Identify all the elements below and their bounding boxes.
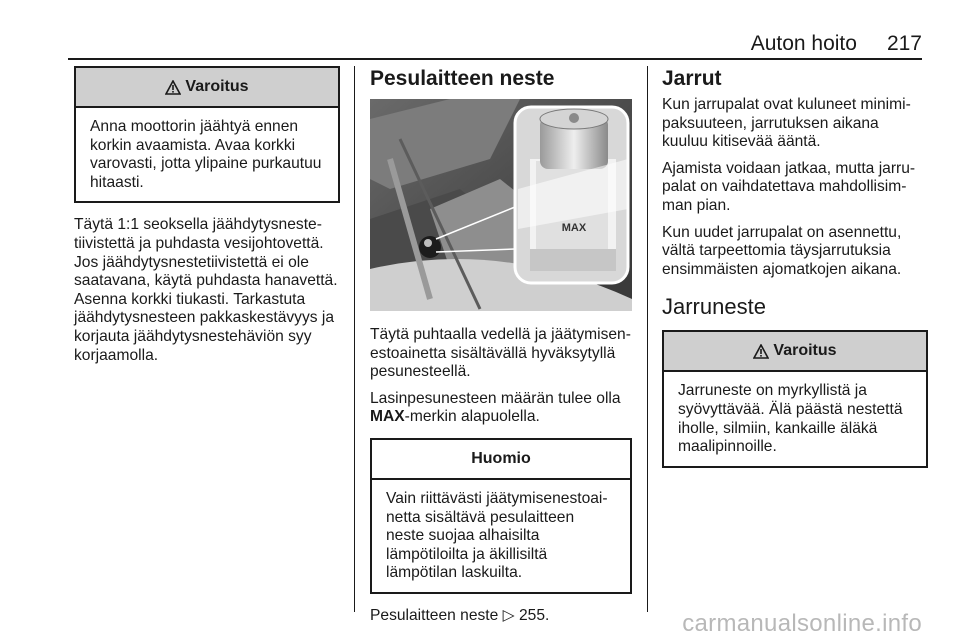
brake-fluid-title: Jarruneste xyxy=(662,294,766,320)
column-2 xyxy=(370,66,632,634)
note-title: Huomio xyxy=(372,440,630,480)
warning-header xyxy=(76,68,338,108)
warning-triangle-icon xyxy=(165,80,181,95)
washer-fluid-title: Pesulaitteen neste xyxy=(370,67,555,90)
section-title: Auton hoito xyxy=(750,32,857,55)
note-box-washer xyxy=(370,438,632,594)
brakes-paragraph-2: Ajamista voidaan jatkaa, mutta jarrupalat on vaihdatettava mahdollisimman pian. xyxy=(662,159,916,214)
washer-page-reference[interactable] xyxy=(370,607,632,626)
warning-header xyxy=(664,332,926,372)
warning-title: Varoitus xyxy=(773,342,837,360)
washer-paragraph-2 xyxy=(370,390,632,427)
page-header xyxy=(751,30,922,58)
brakes-paragraph-1: Kun jarrupalat ovat kuluneet minimipaksuuteen, jarrutuksen aikana kuuluu kitisevää ääntä. xyxy=(662,96,911,151)
max-label: MAX xyxy=(561,222,587,234)
brakes-paragraph-3: Kun uudet jarrupalat on asennettu, vältä tarpeettomia täysjarrutuksia ensimmäisten ajomatkojen aikana. xyxy=(662,223,902,278)
washer-paragraph-2-rest: -merkin alapuolella. xyxy=(404,408,540,426)
watermark: carmanualsonline.info xyxy=(682,610,922,637)
note-text: Vain riittävästi jäätymisenestoainetta sisältävä pesulaitteen neste suojaa alhaisilta lämpötiloilta ja äkillisiltä lämpötilan laskuilta. xyxy=(386,489,608,582)
warning-box-coolant xyxy=(74,66,340,203)
warning-title: Varoitus xyxy=(185,78,249,95)
max-mark: MAX xyxy=(370,408,405,426)
column-3 xyxy=(662,66,928,468)
reference-text: Pesulaitteen neste xyxy=(370,606,499,624)
page-number: 217 xyxy=(886,32,922,55)
column-1 xyxy=(74,66,340,373)
warning-text: Anna moottorin jäähtyä ennen korkin avaamista. Avaa korkki varovasti, jotta ylipaine purkautuu hitaasti. xyxy=(90,118,322,191)
brakes-title: Jarrut xyxy=(662,67,722,90)
reference-arrow-icon: ▷ xyxy=(502,606,515,624)
washer-paragraph-2-start: Lasinpesunesteen määrän tulee olla xyxy=(370,389,621,407)
coolant-paragraph: Täytä 1:1 seoksella jäähdytysnestetiivistettä ja puhdasta vesijohtovettä. Jos jäähdytysnestetiivistettä ei ole saatavana, käytä puhdasta hanavettä. Asenna korkki tiukasti. Tarkastuta jäähdytysnesteen pakkaskestävyys ja korjauta jäähdytysnestehäviön syy korjaamolla. xyxy=(74,216,338,364)
washer-reservoir-image xyxy=(370,99,632,311)
warning-text: Jarruneste on myrkyllistä ja syövyttävää. Älä päästä nestettä iholle, silmiin, kankaille äläkä maalipinnoille. xyxy=(678,382,903,456)
reference-page: 255. xyxy=(519,606,550,624)
column-divider-1 xyxy=(354,66,355,612)
column-divider-2 xyxy=(647,66,648,612)
header-rule xyxy=(68,58,922,60)
warning-triangle-icon xyxy=(753,344,769,359)
warning-box-brake-fluid xyxy=(662,330,928,467)
washer-paragraph-1: Täytä puhtaalla vedellä ja jäätymisenestoainetta sisältävällä hyväksytyllä pesunesteellä. xyxy=(370,326,631,381)
